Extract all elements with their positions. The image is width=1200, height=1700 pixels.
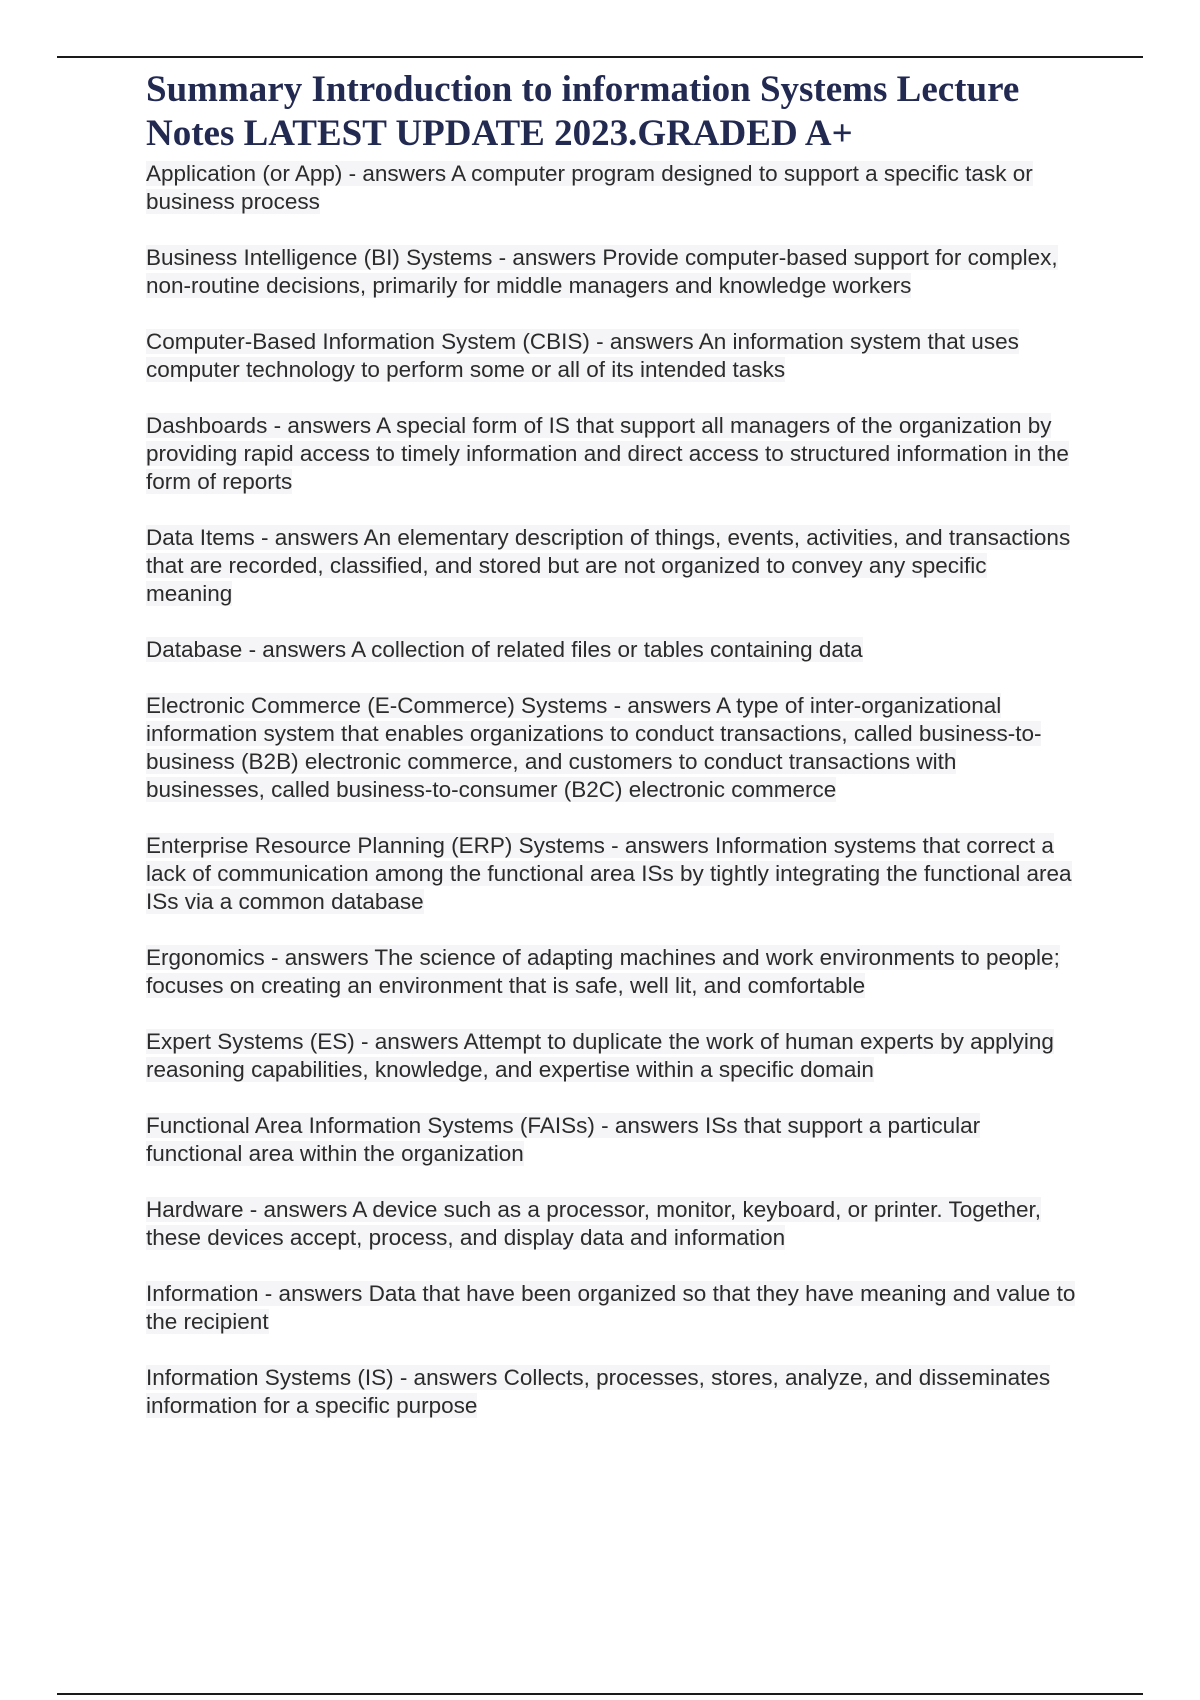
top-rule [57, 56, 1143, 58]
glossary-entry-text: Expert Systems (ES) - answers Attempt to duplicate the work of human experts by applying reasoning capabilities, knowledge, and expertise within a specific domain [146, 1029, 1054, 1082]
glossary-entry [146, 412, 1076, 496]
glossary-entry [146, 160, 1076, 216]
glossary-entry [146, 1364, 1076, 1420]
glossary-entry [146, 328, 1076, 384]
glossary-entry-text: Business Intelligence (BI) Systems - answers Provide computer-based support for complex, non-routine decisions, primarily for middle managers and knowledge workers [146, 245, 1058, 298]
glossary-entry-text: Data Items - answers An elementary description of things, events, activities, and transactions that are recorded, classified, and stored but are not organized to convey any specific meaning [146, 525, 1071, 606]
glossary-entry [146, 1028, 1076, 1084]
glossary-entry-text: Computer-Based Information System (CBIS) - answers An information system that uses computer technology to perform some or all of its intended tasks [146, 329, 1019, 382]
glossary-entry-text: Information - answers Data that have been organized so that they have meaning and value to the recipient [146, 1281, 1076, 1334]
glossary-entry [146, 1280, 1076, 1336]
glossary-entry [146, 524, 1076, 608]
page-content [146, 68, 1076, 1448]
glossary-entry-text: Dashboards - answers A special form of IS that support all managers of the organization by providing rapid access to timely information and direct access to structured information in the form of reports [146, 413, 1069, 494]
glossary-entry-text: Electronic Commerce (E-Commerce) Systems - answers A type of inter-organizational information system that enables organizations to conduct transactions, called business-to-business (B2B) electronic commerce, and customers to conduct transactions with businesses, called business-to-consumer (B2C) electronic commerce [146, 693, 1042, 802]
glossary-entry [146, 636, 1076, 664]
glossary-entry [146, 1112, 1076, 1168]
document-title: Summary Introduction to information Systems Lecture Notes LATEST UPDATE 2023.GRADED A+ [146, 69, 1020, 154]
glossary-entry-text: Database - answers A collection of related files or tables containing data [146, 637, 863, 662]
glossary-entry-text: Information Systems (IS) - answers Collects, processes, stores, analyze, and disseminates information for a specific purpose [146, 1365, 1051, 1418]
glossary-list [146, 160, 1076, 1420]
glossary-entry-text: Ergonomics - answers The science of adapting machines and work environments to people; focuses on creating an environment that is safe, well lit, and comfortable [146, 945, 1060, 998]
glossary-entry-text: Hardware - answers A device such as a processor, monitor, keyboard, or printer. Together, these devices accept, process, and display data and information [146, 1197, 1042, 1250]
glossary-entry-text: Application (or App) - answers A computer program designed to support a specific task or business process [146, 161, 1033, 214]
glossary-entry [146, 244, 1076, 300]
glossary-entry [146, 1196, 1076, 1252]
glossary-entry [146, 832, 1076, 916]
glossary-entry-text: Functional Area Information Systems (FAISs) - answers ISs that support a particular functional area within the organization [146, 1113, 981, 1166]
glossary-entry-text: Enterprise Resource Planning (ERP) Systems - answers Information systems that correct a lack of communication among the functional area ISs by tightly integrating the functional area ISs via a common database [146, 833, 1072, 914]
glossary-entry [146, 692, 1076, 804]
bottom-rule [57, 1693, 1143, 1695]
glossary-entry [146, 944, 1076, 1000]
